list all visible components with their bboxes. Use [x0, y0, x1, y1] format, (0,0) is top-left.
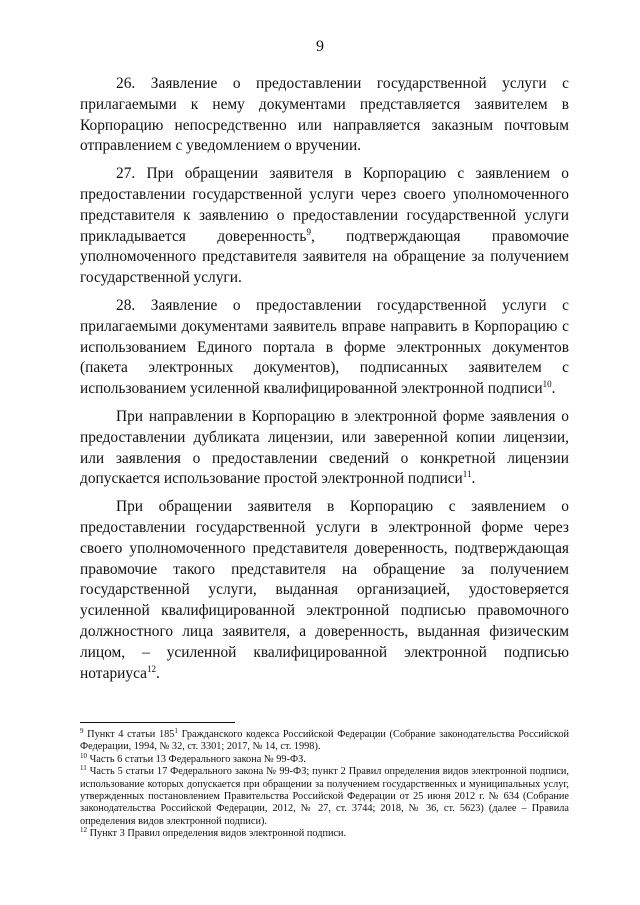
page-number: 9: [316, 38, 324, 55]
paragraph-28-electronic-duplicate: При направлении в Корпорацию в электронной форме заявления о предоставлении дубликата лицензии, или заверенной копии лицензии, или заявления о предоставлении сведений о конкретной лицензии допускается использование простой электронной подписи$^{11}$.: [80, 407, 569, 488]
footnote-12: $^{12}$ Пункт 3 Правил определения видов электронной подписи.: [80, 826, 347, 840]
footnote-ref-12: 12: [146, 663, 156, 674]
footnote-ref-10: 10: [542, 379, 552, 390]
footnote-ref-11: 11: [462, 469, 472, 480]
paragraph-28: 28. Заявление о предоставлении государственной услуги с прилагаемыми документами заявитель вправе направить в Корпорацию с использованием Единого портала в форме электронных документов (пакета электронных документов), подписанных заявителем с использованием усиленной квалифицированной электронной подписи$^{10}$.: [80, 296, 569, 398]
footnote-divider: [80, 722, 235, 723]
footnote-11: $^{11}$ Часть 5 статьи 17 Федерального закона № 99-ФЗ; пункт 2 Правил определения видов электронной подписи, использование которых допускается при обращении за получением государственных и муниципальных услуг, утвержденных постановлением Правительства Российской Федерации от 25 июня 2012 г. № 634 (Собрание законодательства Российской Федерации, 2012, № 27, ст. 3744; 2018, № 36, ст. 5623) (далее – Правила определения видов электронной подписи).: [80, 764, 569, 827]
footnote-ref-9: 9: [306, 226, 311, 237]
footnote-10: $^{10}$ Часть 6 статьи 13 Федерального закона № 99-ФЗ.: [80, 751, 306, 765]
paragraph-28-representative: При обращении заявителя в Корпорацию с заявлением о предоставлении государственной услуги в электронной форме через своего уполномоченного представителя доверенность, подтверждающая правомочие такого представителя на обращение за получением государственной услуги, выданная организацией, удостоверяется усиленной квалифицированной электронной подписью правомочного должностного лица заявителя, а доверенность, выданная физическим лицом, – усиленной квалифицированной электронной подписью нотариуса$^{12}$.: [80, 498, 569, 682]
paragraph-27: 27. При обращении заявителя в Корпорацию с заявлением о предоставлении государственной услуги через своего уполномоченного представителя к заявлению о предоставлении государственной услуги прикладывается доверенность$^9$, подтверждающая правомочие уполномоченного представителя заявителя на обращение за получением государственной услуги.: [80, 165, 569, 287]
footnote-9: $^9$ Пункт 4 статьи $185^1$ Гражданского кодекса Российской Федерации (Собрание законодательства Российской Федерации, 1994, № 32, ст. 3301; 2017, № 14, ст. 1998).: [80, 727, 570, 753]
document-body: [80, 74, 569, 684]
paragraph-26: 26. Заявление о предоставлении государственной услуги с прилагаемыми к нему документами представляется заявителем в Корпорацию непосредственно или направляется заказным почтовым отправлением с уведомлением о вручении.: [80, 75, 569, 155]
footnotes: [80, 729, 569, 841]
